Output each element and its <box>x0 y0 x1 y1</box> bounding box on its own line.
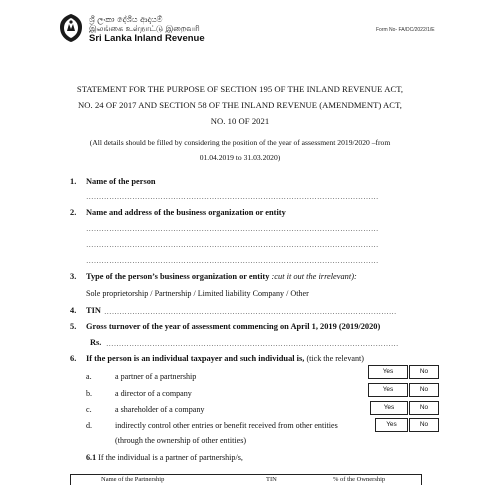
sub-item-d-text: indirectly control other entries or benefit received from other entities <box>115 421 338 430</box>
sub-item-b-no-box[interactable]: No <box>409 383 439 397</box>
table-header-partnership-name: Name of the Partnership <box>101 476 165 483</box>
item-2-number: 2. <box>70 208 77 217</box>
sub-item-a-no-box[interactable]: No <box>409 365 439 379</box>
sub-item-c-letter: c. <box>86 405 92 414</box>
item-6-label <box>86 354 364 363</box>
item-3-number: 3. <box>70 272 77 281</box>
sinhala-title: ශ්‍රී ලංකා දේශීය ආදායම් <box>89 15 163 24</box>
item-3-label-text: Type of the person’s business organization or entity <box>86 272 270 281</box>
sub-item-d-letter: d. <box>86 421 93 430</box>
item-1-label: Name of the person <box>86 177 156 186</box>
sub-item-d-yes-box[interactable]: Yes <box>375 418 408 432</box>
emblem-logo <box>57 13 85 43</box>
table-header-tin: TIN <box>266 476 277 483</box>
item-3-label <box>86 272 357 281</box>
title-line-2: NO. 24 OF 2017 AND SECTION 58 OF THE INLAND REVENUE (AMENDMENT) ACT, <box>78 100 402 110</box>
item-6-hint: (tick the relevant) <box>306 354 364 363</box>
item-6-label-text: If the person is an individual taxpayer and such individual is, <box>86 354 305 363</box>
turnover-field[interactable]: …………………………………………………………………………………………………… <box>106 339 399 348</box>
note-line-1: (All details should be filled by considering the position of the year of assessment 2019/2020 –from <box>89 138 391 147</box>
tamil-title: இலங்கை உள்நாட்டு இறைவரி <box>89 24 200 33</box>
section-6-1-number: 6.1 <box>86 453 97 462</box>
item-6-number: 6. <box>70 354 77 363</box>
item-3-hint: :cut it out the irrelevant): <box>271 272 357 281</box>
sub-item-c-no-box[interactable]: No <box>409 401 439 415</box>
title-line-1: STATEMENT FOR THE PURPOSE OF SECTION 195 OF THE INLAND REVENUE ACT, <box>76 84 404 94</box>
sub-item-c-yes-box[interactable]: Yes <box>370 401 408 415</box>
item-2-field-line-2[interactable]: …………………………………………………………………………………………………… <box>86 240 379 249</box>
item-2-label: Name and address of the business organization or entity <box>86 208 286 217</box>
item-5-rs-label: Rs. <box>90 338 102 347</box>
sub-item-d-no-box[interactable]: No <box>409 418 439 432</box>
tin-field[interactable]: …………………………………………………………………………………………………… <box>104 307 397 316</box>
section-6-1-label <box>86 453 243 462</box>
item-4-label: TIN <box>86 306 101 315</box>
item-5-label: Gross turnover of the year of assessment commencing on April 1, 2019 (2019/2020) <box>86 322 381 331</box>
item-1-field[interactable]: …………………………………………………………………………………………………… <box>86 192 379 201</box>
item-2-field-line-3[interactable]: …………………………………………………………………………………………………… <box>86 256 379 265</box>
sub-item-b-yes-box[interactable]: Yes <box>368 383 408 397</box>
sub-item-b-text: a director of a company <box>115 389 192 398</box>
sub-item-d-continuation: (through the ownership of other entities) <box>115 436 247 445</box>
note-line-2: 01.04.2019 to 31.03.2020) <box>199 153 281 162</box>
sub-item-b-letter: b. <box>86 389 93 398</box>
sub-item-a-yes-box[interactable]: Yes <box>368 365 408 379</box>
sub-item-a-letter: a. <box>86 372 92 381</box>
section-6-1-text: If the individual is a partner of partnership/s, <box>98 453 243 462</box>
item-3-options: Sole proprietorship / Partnership / Limited liability Company / Other <box>86 289 309 298</box>
partnership-table-header <box>70 474 422 485</box>
item-5-number: 5. <box>70 322 77 331</box>
table-header-ownership: % of the Ownership <box>333 476 386 483</box>
sub-item-a-text: a partner of a partnership <box>115 372 197 381</box>
sub-item-c-text: a shareholder of a company <box>115 405 205 414</box>
item-2-field-line-1[interactable]: …………………………………………………………………………………………………… <box>86 224 379 233</box>
form-number: Form No- FA/DC/2022/1/E <box>376 27 435 33</box>
brand-name: Sri Lanka Inland Revenue <box>89 33 205 44</box>
item-1-number: 1. <box>70 177 77 186</box>
title-line-3: NO. 10 OF 2021 <box>210 116 270 126</box>
item-4-number: 4. <box>70 306 77 315</box>
